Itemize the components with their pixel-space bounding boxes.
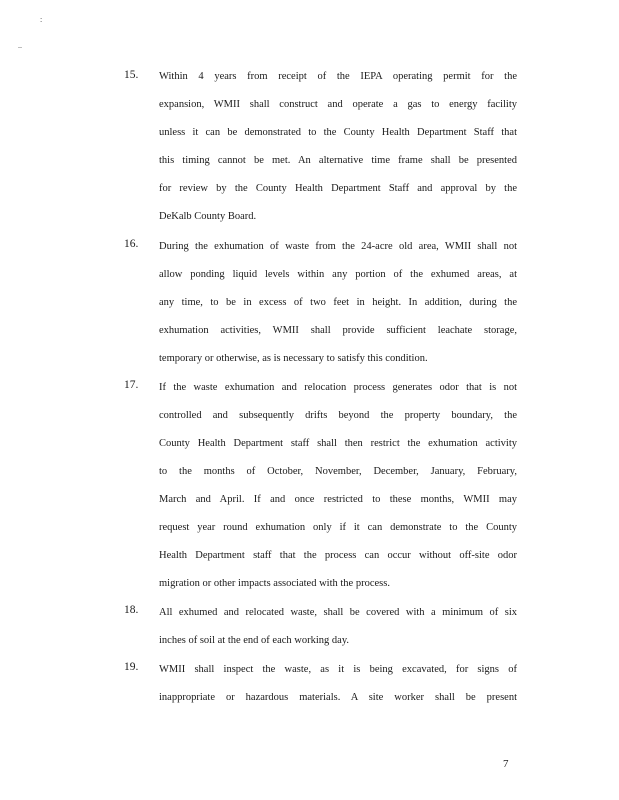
item-text-line: WMII shall inspect the waste, as it is being excavated, for signs of	[159, 664, 517, 675]
item-text-line: to the months of October, November, December, January, February,	[159, 466, 517, 477]
item-text-line: temporary or otherwise, as is necessary to satisfy this condition.	[159, 353, 428, 364]
item-text-line: controlled and subsequently drifts beyond the property boundary, the	[159, 410, 517, 421]
item-text-line: inches of soil at the end of each working day.	[159, 635, 350, 646]
item-text-line: unless it can be demonstrated to the County Health Department Staff that	[159, 127, 517, 138]
item-text-line: expansion, WMII shall construct and operate a gas to energy facility	[159, 99, 517, 110]
scan-speck: :	[40, 15, 43, 24]
scan-speck: ..	[18, 41, 22, 50]
item-number: 17.	[124, 379, 139, 391]
item-text-line: this timing cannot be met. An alternative time frame shall be presented	[159, 155, 517, 166]
item-text-line: If the waste exhumation and relocation process generates odor that is not	[159, 382, 517, 393]
item-text-line: inappropriate or hazardous materials. A site worker shall be present	[159, 692, 517, 703]
item-text-line: allow ponding liquid levels within any portion of the exhumed areas, at	[159, 269, 517, 280]
item-number: 18.	[124, 604, 139, 616]
item-text-line: for review by the County Health Department Staff and approval by the	[159, 183, 517, 194]
item-text-line: DeKalb County Board.	[159, 211, 257, 222]
item-text-line: any time, to be in excess of two feet in height. In addition, during the	[159, 297, 517, 308]
item-number: 16.	[124, 238, 139, 250]
item-text-line: migration or other impacts associated with the process.	[159, 578, 390, 589]
item-number: 15.	[124, 69, 139, 81]
item-text-line: exhumation activities, WMII shall provide sufficient leachate storage,	[159, 325, 517, 336]
item-text-line: All exhumed and relocated waste, shall be covered with a minimum of six	[159, 607, 517, 618]
page-number: 7	[503, 758, 509, 770]
item-text-line: Within 4 years from receipt of the IEPA operating permit for the	[159, 71, 517, 82]
item-text-line: Health Department staff that the process can occur without off-site odor	[159, 550, 517, 561]
item-text-line: County Health Department staff shall then restrict the exhumation activity	[159, 438, 517, 449]
item-text-line: March and April. If and once restricted to these months, WMII may	[159, 494, 517, 505]
item-text-line: During the exhumation of waste from the 24-acre old area, WMII shall not	[159, 241, 517, 252]
item-text-line: request year round exhumation only if it can demonstrate to the County	[159, 522, 517, 533]
item-number: 19.	[124, 661, 139, 673]
